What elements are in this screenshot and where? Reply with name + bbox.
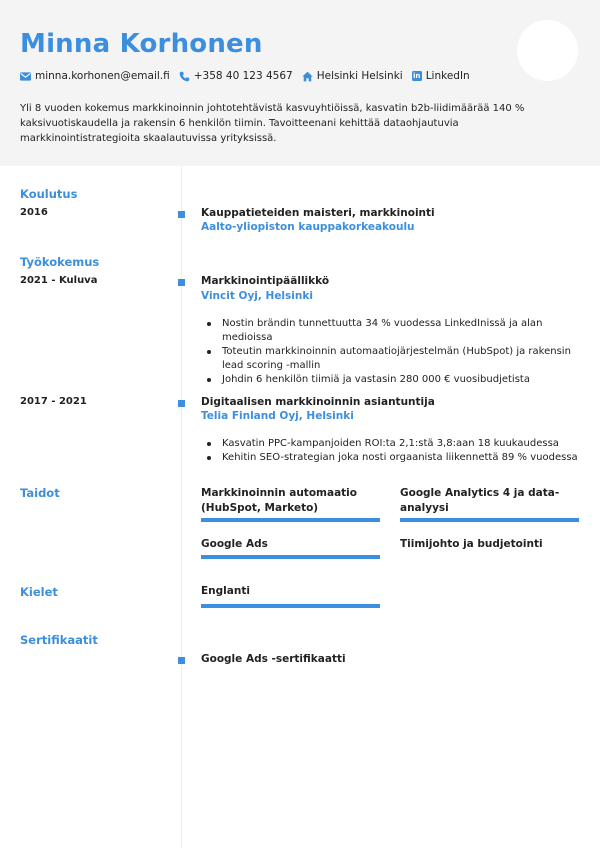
education-degree: Kauppatieteiden maisteri, markkinointi: [201, 207, 435, 219]
profile-summary: Yli 8 vuoden kokemus markkinoinnin johtotehtävistä kasvuyhtiöissä, kasvatin b2b-liidimäärää 140 % kaksivuotiskaudella ja rakensin 6 henkilön tiimin. Tavoitteenani kehittää dataohjautuvia markkinointistrategioita skaalautuvissa yrityksissä.: [20, 103, 525, 144]
experience-role: Digitaalisen markkinoinnin asiantuntija: [201, 396, 435, 408]
timeline-divider: [181, 166, 182, 848]
experience-company: Telia Finland Oyj, Helsinki: [201, 410, 354, 422]
skill-name: Markkinoinnin automaatio (HubSpot, Marketo): [201, 487, 357, 514]
certification-name: Google Ads -sertifikaatti: [201, 653, 346, 665]
contact-linkedin[interactable]: [412, 70, 470, 82]
linkedin-icon: in: [413, 72, 421, 80]
phone-text: +358 40 123 4567: [193, 70, 293, 82]
timeline-marker: [178, 211, 185, 218]
experience-date: 2021 - Kuluva: [20, 275, 98, 286]
profile-photo-placeholder: [517, 20, 578, 81]
list-item: Kasvatin PPC-kampanjoiden ROI:ta 2,1:stä 3,8:aan 18 kuukaudessa: [201, 437, 583, 451]
timeline-marker: [178, 279, 185, 286]
envelope-icon: [20, 71, 31, 82]
list-item: Nostin brändin tunnettuutta 34 % vuodessa LinkedInissä ja alan medioissa: [201, 317, 583, 345]
skill-name: Tiimijohto ja budjetointi: [400, 538, 543, 550]
language-name: Englanti: [201, 585, 250, 597]
experience-date: 2017 - 2021: [20, 396, 87, 407]
experience-role: Markkinointipäällikkö: [201, 275, 330, 287]
timeline-marker: [178, 400, 185, 407]
section-title-education: Koulutus: [20, 187, 78, 201]
contact-phone[interactable]: [179, 70, 293, 82]
experience-company: Vincit Oyj, Helsinki: [201, 290, 313, 302]
timeline-marker: [178, 657, 185, 664]
section-title-experience: Työkokemus: [20, 255, 100, 269]
education-date: 2016: [20, 207, 48, 218]
language-bar: [201, 604, 380, 608]
linkedin-text: LinkedIn: [425, 70, 470, 82]
section-title-languages: Kielet: [20, 585, 58, 599]
experience-achievements: [201, 317, 583, 387]
section-title-certifications: Sertifikaatit: [20, 633, 98, 647]
list-item: Toteutin markkinoinnin automaatiojärjestelmän (HubSpot) ja rakensin lead scoring -mallin: [201, 345, 583, 373]
skill-bar: [201, 518, 380, 522]
candidate-name: Minna Korhonen: [20, 29, 263, 59]
skill-name: Google Analytics 4 ja data-analyysi: [400, 487, 560, 514]
list-item: Kehitin SEO-strategian joka nosti orgaanista liikennettä 89 % vuodessa: [201, 451, 583, 465]
contact-email[interactable]: [20, 70, 170, 82]
contact-row: [20, 68, 479, 84]
list-item: Johdin 6 henkilön tiimiä ja vastasin 280 000 € vuosibudjetista: [201, 373, 583, 387]
experience-achievements: [201, 437, 583, 465]
contact-location: [302, 70, 403, 82]
section-title-skills: Taidot: [20, 486, 60, 500]
email-text: minna.korhonen@email.fi: [35, 70, 170, 82]
skill-bar: [201, 555, 380, 559]
home-icon: [302, 71, 313, 82]
education-school: Aalto-yliopiston kauppakorkeakoulu: [201, 221, 415, 233]
skill-bar: [400, 518, 579, 522]
location-text: Helsinki Helsinki: [316, 70, 403, 82]
phone-icon: [179, 71, 190, 82]
skill-name: Google Ads: [201, 538, 268, 550]
header: [0, 0, 600, 166]
